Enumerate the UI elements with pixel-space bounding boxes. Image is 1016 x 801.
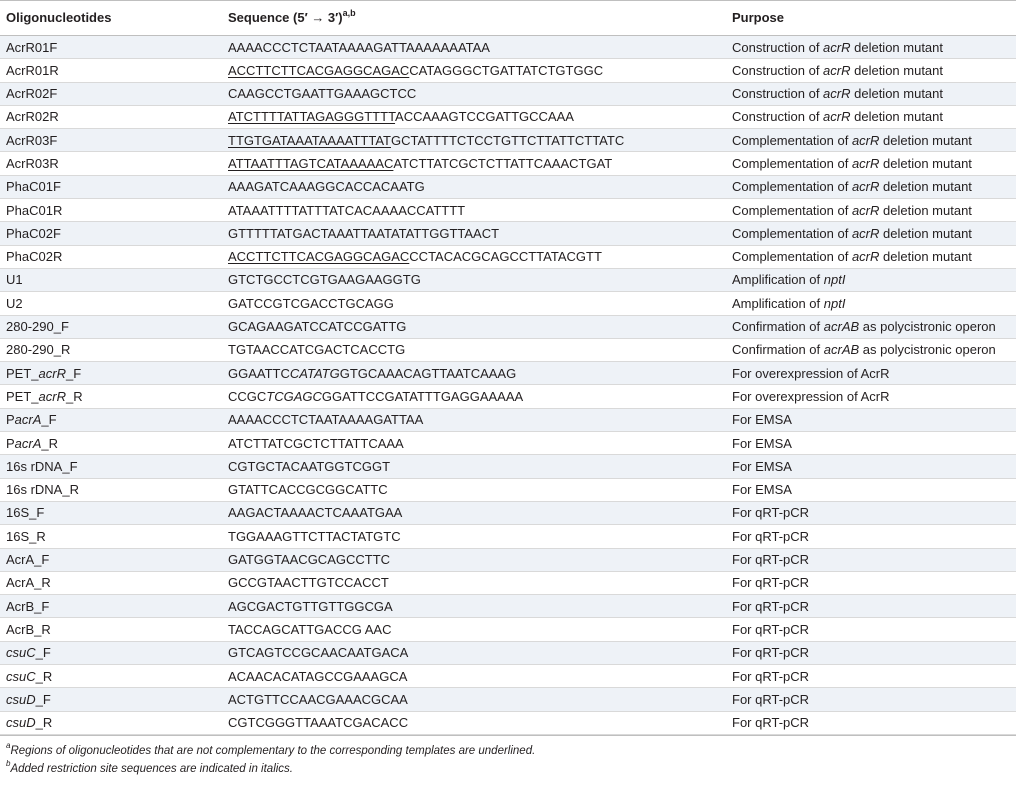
text-segment: CATATG	[289, 365, 340, 381]
header-sequence-label: Sequence (5′ → 3′)	[228, 10, 343, 25]
purpose-cell	[732, 478, 1016, 501]
text-segment: acrR	[851, 132, 880, 148]
text-segment: For overexpression of AcrR	[732, 365, 890, 381]
text-segment: 16s rDNA_F	[6, 458, 78, 474]
text-segment: TGTAACCATCGACTCACCTG	[228, 342, 406, 358]
text-segment: For qRT-pCR	[732, 621, 810, 637]
text-segment: CCTACACGCAGCCTTATACGTT	[409, 249, 602, 265]
table-row	[0, 455, 1016, 478]
text-segment: ATTAATTTAGTCATAAAAAC	[228, 155, 394, 171]
text-segment: Complementation of	[732, 202, 852, 218]
purpose-cell	[732, 245, 1016, 268]
table-row	[0, 525, 1016, 548]
purpose-cell	[732, 222, 1016, 245]
text-segment: AcrR01R	[6, 62, 59, 78]
text-segment: Complementation of	[732, 155, 852, 171]
text-segment: csuC	[6, 645, 36, 661]
text-segment: TTGTGATAAATAAAATTTAT	[228, 132, 391, 148]
text-segment: _F	[35, 691, 51, 707]
text-segment: AcrR03F	[6, 132, 58, 148]
text-segment: GATGGTAACGCAGCCTTC	[228, 552, 391, 568]
sequence-cell	[228, 36, 732, 59]
text-segment: AcrR02R	[6, 109, 59, 125]
oligo-name-cell	[0, 292, 228, 315]
text-segment: CGTCGGGTTAAATCGACACC	[228, 715, 409, 731]
table-row	[0, 572, 1016, 595]
text-segment: Complementation of	[732, 179, 852, 195]
text-segment: csuC	[6, 668, 36, 684]
sequence-cell	[228, 59, 732, 82]
text-segment: AAAACCCTCTAATAAAAGATTAAAAAAATAA	[228, 39, 490, 55]
text-segment: acrR	[851, 155, 880, 171]
sequence-cell	[228, 618, 732, 641]
table-row	[0, 246, 1016, 269]
text-segment: deletion mutant	[850, 109, 944, 125]
table-footnotes	[0, 735, 1016, 778]
text-segment: PhaC01F	[6, 179, 61, 195]
table-row	[0, 269, 1016, 292]
text-segment: CAAGCCTGAATTGAAAGCTCC	[228, 86, 417, 102]
text-segment: Construction of	[732, 62, 824, 78]
text-segment: ACCTTCTTCACGAGGCAGAC	[228, 62, 410, 78]
text-segment: ACAACACATAGCCGAAAGCA	[228, 668, 408, 684]
table-row	[0, 362, 1016, 385]
text-segment: acrR	[38, 365, 66, 381]
text-segment: GTCAGTCCGCAACAATGACA	[228, 645, 409, 661]
text-segment: Construction of	[732, 109, 824, 125]
purpose-cell	[732, 36, 1016, 59]
oligo-name-cell	[0, 36, 228, 59]
sequence-cell	[228, 711, 732, 734]
purpose-cell	[732, 641, 1016, 664]
text-segment: acrAB	[823, 319, 860, 335]
text-segment: 280-290_R	[6, 342, 71, 358]
text-segment: acrR	[38, 388, 66, 404]
text-segment: acrR	[823, 62, 851, 78]
text-segment: 16S_R	[6, 528, 46, 544]
text-segment: For EMSA	[732, 412, 792, 428]
text-segment: acrAB	[823, 342, 860, 358]
oligo-name-cell	[0, 641, 228, 664]
table-row	[0, 502, 1016, 525]
oligo-name-cell	[0, 618, 228, 641]
table-row	[0, 292, 1016, 315]
text-segment: nptI	[823, 295, 846, 311]
text-segment: For qRT-pCR	[732, 645, 810, 661]
oligo-name-cell	[0, 385, 228, 408]
purpose-cell	[732, 385, 1016, 408]
table-row	[0, 83, 1016, 106]
table-row	[0, 409, 1016, 432]
text-segment: AcrR01F	[6, 39, 58, 55]
text-segment: acrA	[14, 412, 42, 428]
sequence-cell	[228, 362, 732, 385]
table-row	[0, 712, 1016, 735]
sequence-cell	[228, 129, 732, 152]
text-segment: acrR	[823, 109, 851, 125]
sequence-cell	[228, 315, 732, 338]
sequence-cell	[228, 688, 732, 711]
text-segment: deletion mutant	[879, 202, 972, 218]
purpose-cell	[732, 338, 1016, 361]
text-segment: AAAGATCAAAGGCACCACAATG	[228, 179, 425, 195]
text-segment: For EMSA	[732, 482, 792, 498]
text-segment: _R	[35, 668, 53, 684]
text-segment: acrR	[851, 202, 880, 218]
table-row	[0, 688, 1016, 711]
text-segment: deletion mutant	[879, 132, 972, 148]
table-row	[0, 199, 1016, 222]
text-segment: PhaC01R	[6, 202, 63, 218]
sequence-cell	[228, 385, 732, 408]
purpose-cell	[732, 618, 1016, 641]
sequence-cell	[228, 105, 732, 128]
purpose-cell	[732, 595, 1016, 618]
text-segment: _R	[35, 715, 53, 731]
table-header-row	[0, 0, 1016, 36]
text-segment: deletion mutant	[879, 155, 972, 171]
sequence-cell	[228, 222, 732, 245]
sequence-cell	[228, 175, 732, 198]
oligo-name-cell	[0, 548, 228, 571]
text-segment: AAAACCCTCTAATAAAAGATTAA	[228, 412, 424, 428]
text-segment: Confirmation of	[732, 342, 824, 358]
purpose-cell	[732, 548, 1016, 571]
text-segment: For EMSA	[732, 458, 792, 474]
oligo-name-cell	[0, 222, 228, 245]
text-segment: CGTGCTACAATGGTCGGT	[228, 458, 391, 474]
text-segment: acrR	[823, 39, 851, 55]
text-segment: GTGCAAACAGTTAATCAAAG	[339, 365, 517, 381]
text-segment: For qRT-pCR	[732, 528, 810, 544]
purpose-cell	[732, 571, 1016, 594]
text-segment: _F	[35, 645, 51, 661]
purpose-cell	[732, 408, 1016, 431]
text-segment: csuD	[6, 691, 36, 707]
text-segment: ATAAATTTTATTTATCACAAAACCATTTT	[228, 202, 466, 218]
text-segment: TGGAAAGTTCTTACTATGTC	[228, 528, 401, 544]
text-segment: For qRT-pCR	[732, 715, 810, 731]
text-segment: GTATTCACCGCGGCATTC	[228, 482, 388, 498]
purpose-cell	[732, 199, 1016, 222]
text-segment: TACCAGCATTGACCG AAC	[228, 621, 392, 637]
purpose-cell	[732, 175, 1016, 198]
text-segment: ACCAAAGTCCGATTGCCAAA	[395, 109, 574, 125]
purpose-cell	[732, 455, 1016, 478]
text-segment: PET_	[6, 388, 39, 404]
text-segment: CATAGGGCTGATTATCTGTGGC	[409, 62, 604, 78]
table-row	[0, 432, 1016, 455]
sequence-cell	[228, 408, 732, 431]
sequence-cell	[228, 595, 732, 618]
text-segment: AGCGACTGTTGTTGGCGA	[228, 598, 393, 614]
text-segment: GGATTCCGATATTTGAGGAAAAA	[321, 388, 524, 404]
purpose-cell	[732, 315, 1016, 338]
table-row	[0, 316, 1016, 339]
text-segment: CCGC	[228, 388, 267, 404]
purpose-cell	[732, 665, 1016, 688]
table-row	[0, 222, 1016, 245]
text-segment: deletion mutant	[879, 179, 972, 195]
oligo-name-cell	[0, 665, 228, 688]
purpose-cell	[732, 711, 1016, 734]
sequence-cell	[228, 432, 732, 455]
sequence-cell	[228, 82, 732, 105]
text-segment: U2	[6, 295, 23, 311]
text-segment: GCCGTAACTTGTCCACCT	[228, 575, 389, 591]
purpose-cell	[732, 105, 1016, 128]
text-segment: acrA	[14, 435, 42, 451]
text-segment: For EMSA	[732, 435, 792, 451]
text-segment: _R	[65, 388, 83, 404]
text-segment: Complementation of	[732, 132, 852, 148]
sequence-cell	[228, 455, 732, 478]
header-oligonucleotides: Oligonucleotides	[6, 10, 112, 25]
oligo-name-cell	[0, 199, 228, 222]
table-row	[0, 106, 1016, 129]
table-row	[0, 59, 1016, 82]
text-segment: For qRT-pCR	[732, 668, 810, 684]
text-segment: as polycistronic operon	[859, 342, 996, 358]
footnote-a-marker: a	[6, 741, 11, 751]
text-segment: 280-290_F	[6, 319, 69, 335]
purpose-cell	[732, 59, 1016, 82]
oligo-name-cell	[0, 362, 228, 385]
text-segment: ATCTTATCGCTCTTATTCAAACTGAT	[393, 155, 613, 171]
text-segment: ACCTTCTTCACGAGGCAGAC	[228, 249, 410, 265]
text-segment: AcrR02F	[6, 86, 58, 102]
text-segment: GATCCGTCGACCTGCAGG	[228, 295, 394, 311]
footnote-b-marker: b	[6, 759, 11, 769]
oligo-name-cell	[0, 432, 228, 455]
table-row	[0, 176, 1016, 199]
text-segment: deletion mutant	[850, 86, 944, 102]
table-body	[0, 36, 1016, 735]
table-row	[0, 152, 1016, 175]
text-segment: ATCTTATCGCTCTTATTCAAA	[228, 435, 404, 451]
text-segment: acrR	[851, 179, 880, 195]
oligo-name-cell	[0, 152, 228, 175]
text-segment: AAGACTAAAACTCAAATGAA	[228, 505, 403, 521]
text-segment: PhaC02R	[6, 249, 63, 265]
text-segment: 16S_F	[6, 505, 45, 521]
table-row	[0, 129, 1016, 152]
footnote-a-text: Regions of oligonucleotides that are not complementary to the corresponding templates are underlined.	[10, 744, 536, 757]
text-segment: For qRT-pCR	[732, 505, 810, 521]
oligo-name-cell	[0, 268, 228, 291]
purpose-cell	[732, 152, 1016, 175]
footnote-b	[6, 760, 1010, 778]
oligo-name-cell	[0, 455, 228, 478]
text-segment: GTCTGCCTCGTGAAGAAGGTG	[228, 272, 421, 288]
text-segment: deletion mutant	[850, 62, 944, 78]
purpose-cell	[732, 268, 1016, 291]
sequence-cell	[228, 292, 732, 315]
oligo-name-cell	[0, 315, 228, 338]
text-segment: AcrR03R	[6, 155, 59, 171]
text-segment: Complementation of	[732, 225, 852, 241]
purpose-cell	[732, 501, 1016, 524]
footnote-b-text: Added restriction site sequences are indicated in italics.	[10, 762, 293, 775]
purpose-cell	[732, 688, 1016, 711]
oligo-name-cell	[0, 59, 228, 82]
text-segment: Complementation of	[732, 249, 852, 265]
table-row	[0, 642, 1016, 665]
text-segment: _F	[65, 365, 82, 381]
text-segment: U1	[6, 272, 23, 288]
oligo-name-cell	[0, 571, 228, 594]
text-segment: P	[6, 412, 15, 428]
text-segment: ATCTTTTATTAGAGGGTTTT	[228, 109, 396, 125]
text-segment: deletion mutant	[879, 249, 972, 265]
sequence-cell	[228, 548, 732, 571]
text-segment: AcrB_R	[6, 621, 51, 637]
table-row	[0, 665, 1016, 688]
footnote-a	[6, 742, 1010, 760]
sequence-cell	[228, 641, 732, 664]
text-segment: deletion mutant	[879, 225, 972, 241]
text-segment: acrR	[851, 225, 880, 241]
sequence-cell	[228, 245, 732, 268]
oligo-name-cell	[0, 711, 228, 734]
sequence-cell	[228, 478, 732, 501]
oligo-name-cell	[0, 105, 228, 128]
text-segment: AcrA_R	[6, 575, 51, 591]
header-sequence	[228, 0, 732, 36]
table-row	[0, 595, 1016, 618]
table-row	[0, 618, 1016, 641]
oligo-name-cell	[0, 245, 228, 268]
text-segment: _R	[41, 435, 59, 451]
oligo-name-cell	[0, 338, 228, 361]
text-segment: 16s rDNA_R	[6, 482, 79, 498]
table-row	[0, 549, 1016, 572]
text-segment: as polycistronic operon	[859, 319, 996, 335]
text-segment: acrR	[851, 249, 880, 265]
text-segment: Construction of	[732, 39, 824, 55]
text-segment: P	[6, 435, 15, 451]
oligo-name-cell	[0, 595, 228, 618]
oligo-name-cell	[0, 688, 228, 711]
text-segment: For qRT-pCR	[732, 552, 810, 568]
oligo-name-cell	[0, 525, 228, 548]
table-row	[0, 479, 1016, 502]
purpose-cell	[732, 292, 1016, 315]
sequence-cell	[228, 525, 732, 548]
text-segment: ACTGTTCCAACGAAACGCAA	[228, 691, 408, 707]
text-segment: nptI	[823, 272, 846, 288]
sequence-cell	[228, 338, 732, 361]
text-segment: For qRT-pCR	[732, 691, 810, 707]
sequence-cell	[228, 152, 732, 175]
oligo-name-cell	[0, 129, 228, 152]
purpose-cell	[732, 82, 1016, 105]
header-purpose: Purpose	[732, 10, 785, 25]
text-segment: Amplification of	[732, 295, 824, 311]
text-segment: Construction of	[732, 86, 824, 102]
text-segment: AcrA_F	[6, 552, 50, 568]
text-segment: Confirmation of	[732, 319, 824, 335]
sequence-cell	[228, 268, 732, 291]
text-segment: _F	[41, 412, 57, 428]
text-segment: GGAATTC	[228, 365, 290, 381]
text-segment: csuD	[6, 715, 36, 731]
text-segment: TCGAGC	[266, 388, 322, 404]
purpose-cell	[732, 525, 1016, 548]
sequence-cell	[228, 199, 732, 222]
purpose-cell	[732, 129, 1016, 152]
header-sequence-footnote-marker: a,b	[342, 7, 356, 18]
table-row	[0, 385, 1016, 408]
oligo-name-cell	[0, 478, 228, 501]
oligo-name-cell	[0, 175, 228, 198]
text-segment: For overexpression of AcrR	[732, 388, 890, 404]
text-segment: acrR	[823, 86, 851, 102]
text-segment: Amplification of	[732, 272, 824, 288]
purpose-cell	[732, 362, 1016, 385]
text-segment: GCAGAAGATCCATCCGATTG	[228, 319, 407, 335]
oligo-name-cell	[0, 408, 228, 431]
table-row	[0, 339, 1016, 362]
oligo-name-cell	[0, 501, 228, 524]
text-segment: AcrB_F	[6, 598, 50, 614]
table-row	[0, 36, 1016, 59]
text-segment: PhaC02F	[6, 225, 61, 241]
sequence-cell	[228, 501, 732, 524]
text-segment: GCTATTTTCTCCTGTTCTTATTCTTATC	[390, 132, 625, 148]
text-segment: GTTTTTATGACTAAATTAATATATTGGTTAACT	[228, 225, 500, 241]
text-segment: For qRT-pCR	[732, 598, 810, 614]
purpose-cell	[732, 432, 1016, 455]
text-segment: deletion mutant	[850, 39, 944, 55]
sequence-cell	[228, 665, 732, 688]
oligo-name-cell	[0, 82, 228, 105]
text-segment: PET_	[6, 365, 39, 381]
sequence-cell	[228, 571, 732, 594]
text-segment: For qRT-pCR	[732, 575, 810, 591]
